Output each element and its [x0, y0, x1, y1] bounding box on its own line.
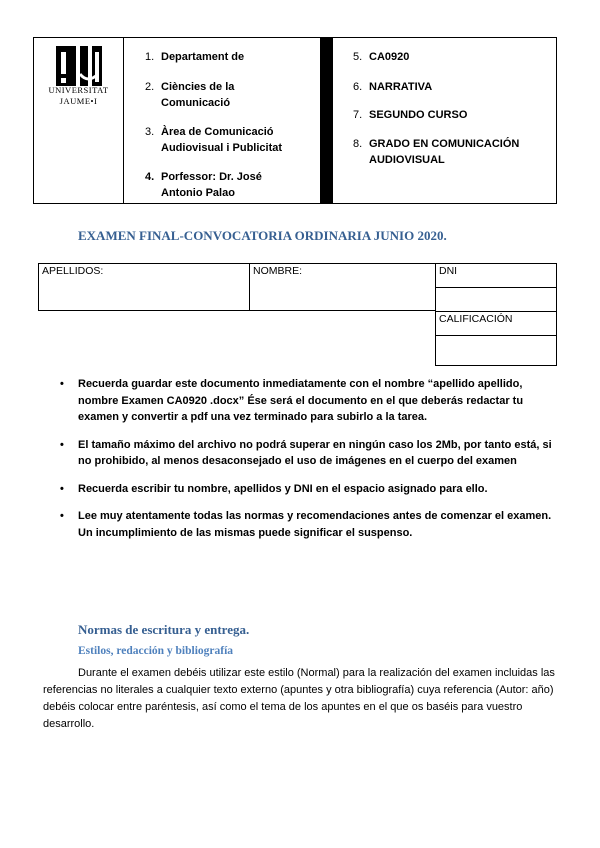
- header-left-column: [124, 38, 320, 203]
- item-number: 2.: [145, 81, 155, 93]
- item-text: GRADO EN COMUNICACIÓN AUDIOVISUAL: [369, 138, 520, 166]
- exam-title: EXAMEN FINAL-CONVOCATORIA ORDINARIA JUNIO 2020.: [78, 228, 447, 243]
- item-number: 3.: [145, 126, 155, 138]
- item-number: 7.: [353, 109, 363, 121]
- item-text: Departament de: [161, 51, 245, 63]
- dni-label: DNI: [439, 265, 458, 277]
- bullet-icon: •: [60, 510, 64, 522]
- apellidos-label: APELLIDOS:: [42, 265, 104, 277]
- list-item: [58, 376, 558, 426]
- list-item: [58, 437, 558, 470]
- list-item: [58, 508, 558, 541]
- item-text: NARRATIVA: [369, 81, 433, 93]
- instruction-text: El tamaño máximo del archivo no podrá superar en ningún caso los 2Mb, por tanto está, si no prohibido, al menos desaconsejado el uso de imágenes en el cuerpo del examen: [78, 438, 552, 467]
- item-text: Àrea de Comunicació Audiovisual i Publicitat: [161, 126, 283, 154]
- instructions-list: [58, 376, 558, 552]
- dni-field[interactable]: [435, 287, 557, 312]
- logo-text-universitat: UNIVERSITAT: [48, 85, 109, 95]
- header-right-column: [333, 38, 556, 203]
- nombre-field[interactable]: [249, 263, 436, 311]
- item-text: SEGUNDO CURSO: [369, 109, 468, 121]
- item-number: 1.: [145, 51, 155, 63]
- item-text: Porfessor: Dr. José Antonio Palao: [161, 171, 262, 199]
- item-number: 4.: [145, 171, 155, 183]
- instruction-text: Recuerda escribir tu nombre, apellidos y DNI en el espacio asignado para ello.: [78, 482, 488, 495]
- university-logo: [34, 38, 124, 203]
- subsection-heading: Estilos, redacción y bibliografía: [78, 645, 234, 657]
- item-text: CA0920: [369, 51, 410, 63]
- calificacion-field[interactable]: [435, 335, 557, 366]
- bullet-icon: •: [60, 482, 64, 495]
- item-number: 8.: [353, 138, 363, 150]
- item-number: 6.: [353, 81, 363, 93]
- item-text: Ciències de la Comunicació: [161, 81, 235, 109]
- university-logo-mark: [54, 44, 104, 88]
- bullet-icon: •: [60, 378, 64, 390]
- section-heading: Normas de escritura y entrega.: [78, 622, 250, 637]
- calificacion-label-cell: [435, 311, 557, 336]
- body-paragraph: Durante el examen debéis utilizar este estilo (Normal) para la realización del examen incluidas las referencias no literales a cualquier texto externo (apuntes y otra bibliografía) cuya referencia (Autor: año) debéis colocar entre paréntesis, así como el tema de los apuntes en el que os baséis para vuestro desarrollo.: [43, 667, 555, 730]
- apellidos-field[interactable]: [38, 263, 250, 311]
- student-id-table: [38, 263, 557, 366]
- instruction-text: Recuerda guardar este documento inmediatamente con el nombre “apellido apellido, nombre Examen CA0920 .docx” Ése será el documento en el que deberás redactar tu examen y convertir a pdf una vez terminado para subirlo a la tarea.: [78, 378, 524, 423]
- bullet-icon: •: [60, 438, 64, 451]
- header-divider: [320, 38, 333, 203]
- instruction-text: Lee muy atentamente todas las normas y recomendaciones antes de comenzar el examen. Un incumplimiento de las mismas puede significar el suspenso.: [78, 510, 552, 539]
- nombre-label: NOMBRE:: [253, 265, 303, 277]
- dni-label-cell: [435, 263, 557, 288]
- item-number: 5.: [353, 51, 363, 63]
- calificacion-label: CALIFICACIÓN: [439, 313, 513, 325]
- list-item: [58, 481, 558, 498]
- course-header-table: [33, 37, 557, 204]
- logo-text-jaume: JAUME•I: [59, 96, 98, 106]
